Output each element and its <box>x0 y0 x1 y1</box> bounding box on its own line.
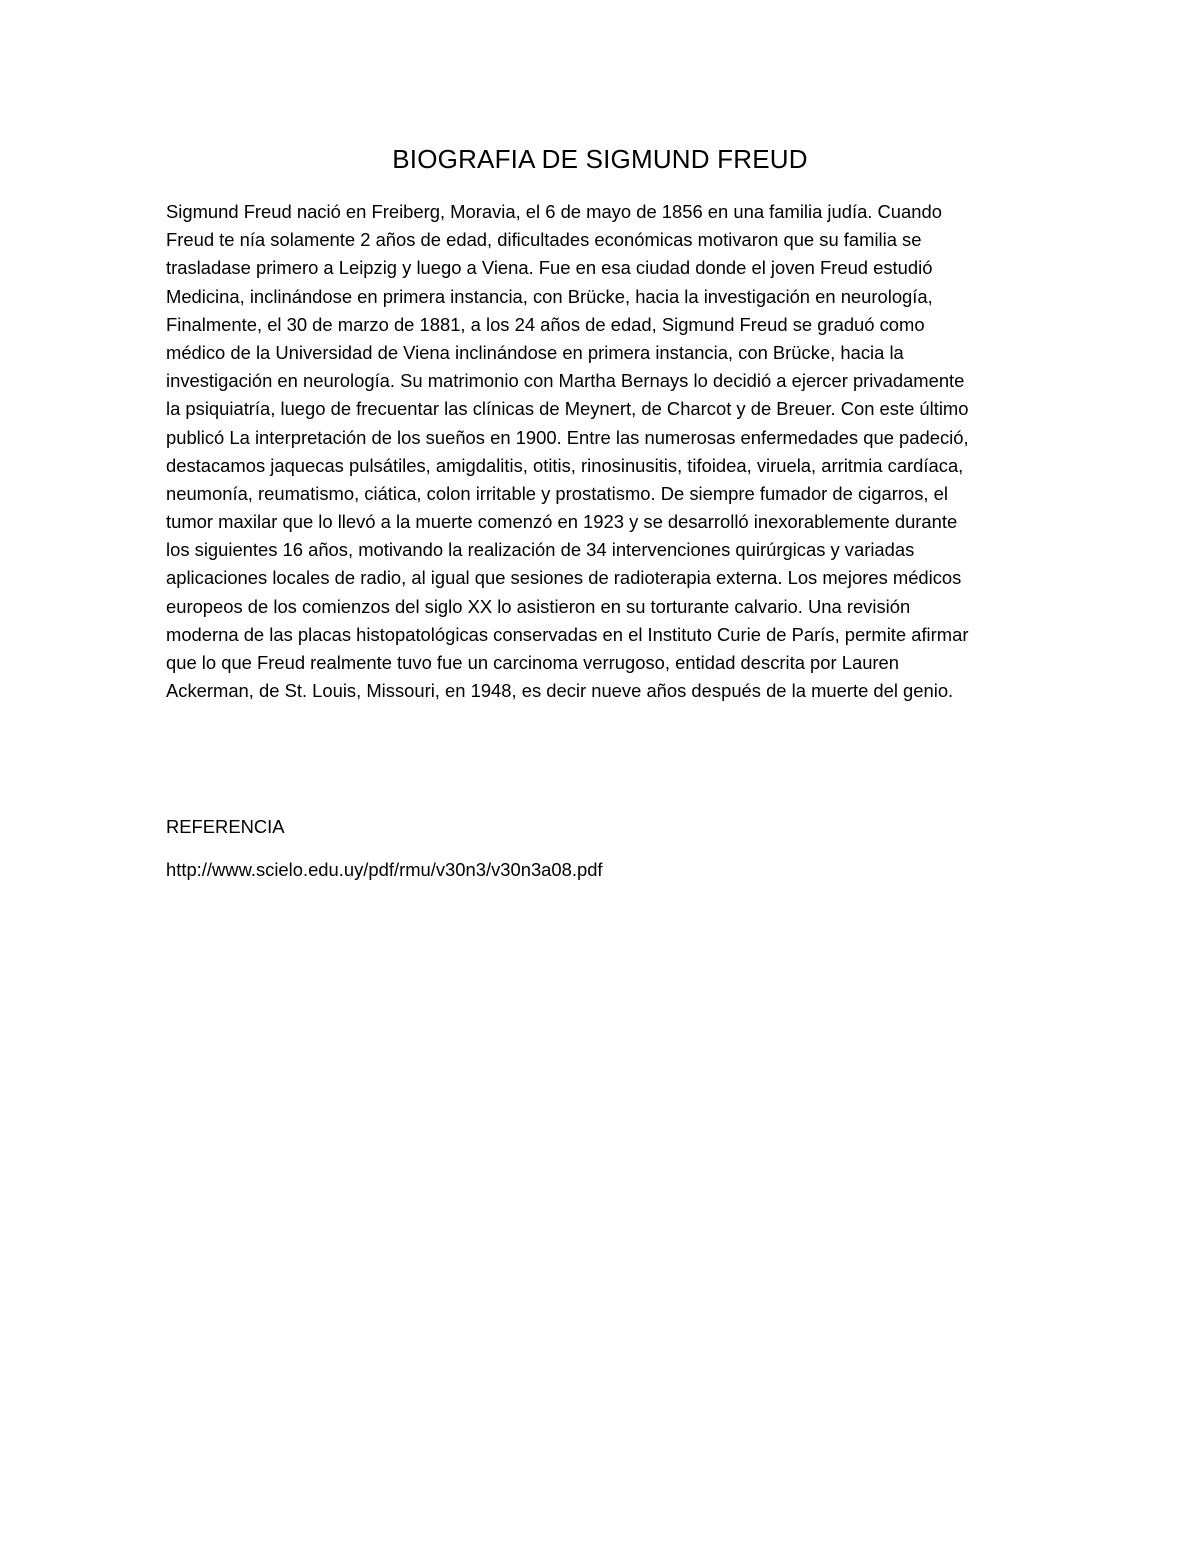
paragraph-line: Sigmund Freud nació en Freiberg, Moravia, el 6 de mayo de 1856 en una familia judía. Cuando <box>166 201 942 222</box>
paragraph-line: investigación en neurología. Su matrimonio con Martha Bernays lo decidió a ejercer privadamente <box>166 370 965 392</box>
paragraph-line: Freud te nía solamente 2 años de edad, dificultades económicas motivaron que su familia se <box>166 229 922 251</box>
paragraph-line: aplicaciones locales de radio, al igual que sesiones de radioterapia externa. Los mejores médicos <box>166 567 962 589</box>
paragraph-line: trasladase primero a Leipzig y luego a Viena. Fue en esa ciudad donde el joven Freud estudió <box>166 257 933 279</box>
paragraph-line: Ackerman, de St. Louis, Missouri, en 1948, es decir nueve años después de la muerte del genio. <box>166 680 954 702</box>
paragraph-line: Finalmente, el 30 de marzo de 1881, a los 24 años de edad, Sigmund Freud se graduó como <box>166 313 925 335</box>
reference-heading: REFERENCIA <box>166 816 285 837</box>
paragraph-line: europeos de los comienzos del siglo XX lo asistieron en su torturante calvario. Una revisión <box>166 595 911 617</box>
paragraph-line: los siguientes 16 años, motivando la realización de 34 intervenciones quirúrgicas y variadas <box>166 539 915 561</box>
paragraph-line: publicó La interpretación de los sueños en 1900. Entre las numerosas enfermedades que padeció, <box>166 426 969 448</box>
reference-url: http://www.scielo.edu.uy/pdf/rmu/v30n3/v30n3a08.pdf <box>166 859 603 880</box>
paragraph-line: Medicina, inclinándose en primera instancia, con Brücke, hacia la investigación en neurología, <box>166 285 933 307</box>
paragraph-line: destacamos jaquecas pulsátiles, amigdalitis, otitis, rinosinusitis, tifoidea, viruela, arritmia cardíaca, <box>166 454 964 476</box>
biography-paragraph <box>166 198 1026 705</box>
paragraph-line: médico de la Universidad de Viena inclinándose en primera instancia, con Brücke, hacia la <box>166 341 904 363</box>
document-title: BIOGRAFIA DE SIGMUND FREUD <box>392 144 808 174</box>
paragraph-line: tumor maxilar que lo llevó a la muerte comenzó en 1923 y se desarrolló inexorablemente durante <box>166 511 958 533</box>
paragraph-line: que lo que Freud realmente tuvo fue un carcinoma verrugoso, entidad descrita por Lauren <box>166 652 900 673</box>
paragraph-line: moderna de las placas histopatológicas conservadas en el Instituto Curie de París, permite afirmar <box>166 623 969 645</box>
paragraph-line: neumonía, reumatismo, ciática, colon irritable y prostatismo. De siempre fumador de cigarros, el <box>166 482 948 504</box>
paragraph-line: la psiquiatría, luego de frecuentar las clínicas de Meynert, de Charcot y de Breuer. Con este último <box>166 398 969 420</box>
